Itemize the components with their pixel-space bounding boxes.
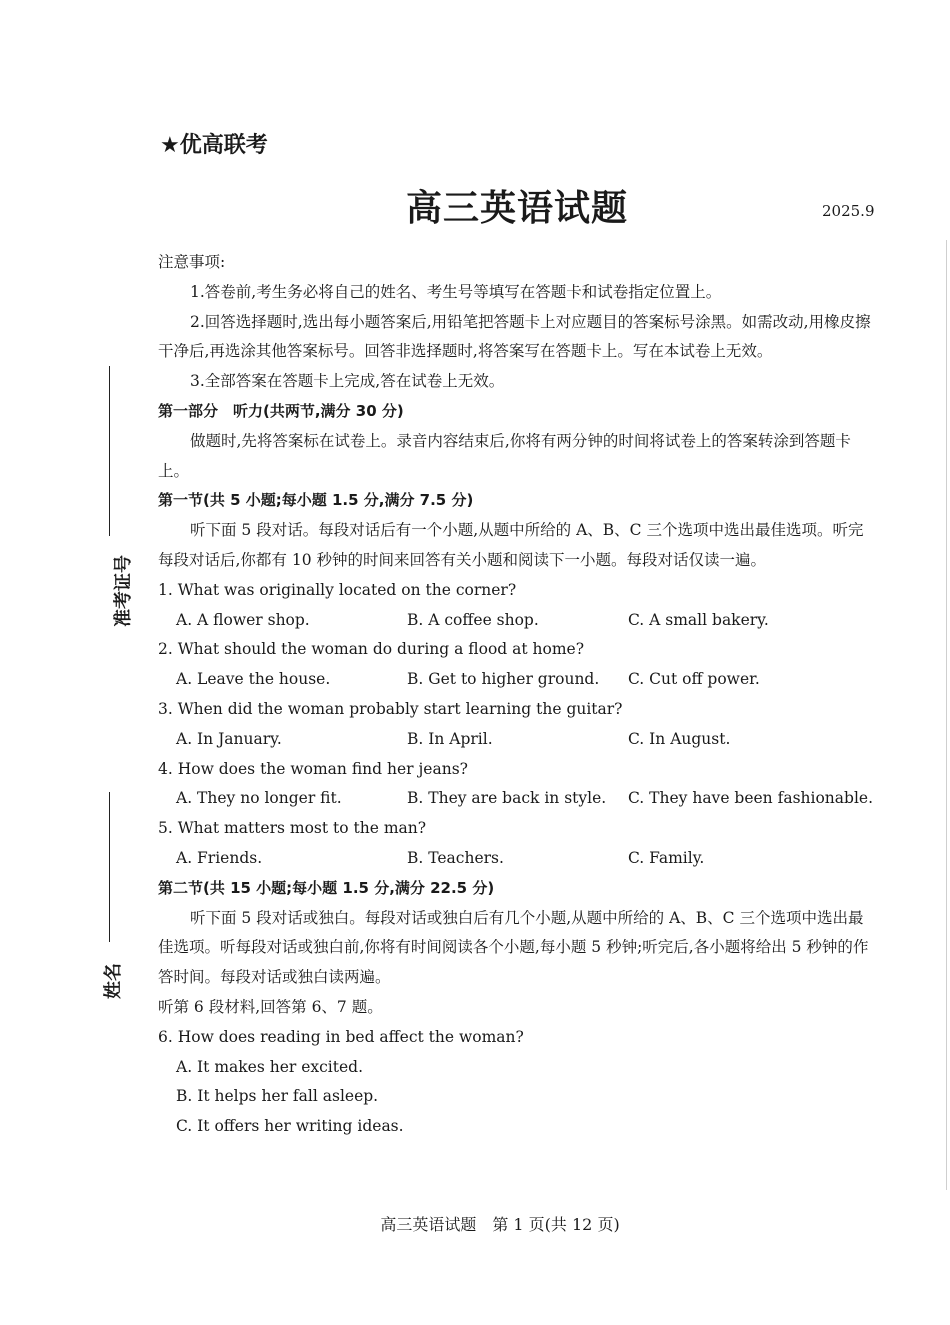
option-c: C. They have been fashionable. [628,789,874,808]
page-footer: 高三英语试题 第 1 页(共 12 页) [380,1215,620,1234]
option-b: B. Get to higher ground. [407,670,600,689]
part1-instruction: 做题时,先将答案标在试卷上。录音内容结束后,你将有两分钟的时间将试卷上的答案转涂到答题卡上。 [158,431,851,480]
option-a: A. Leave the house. [176,670,331,689]
option-a: A. A flower shop. [176,610,310,629]
question-stem: 5. What matters most to the man? [158,819,427,838]
option-c: C. It offers her writing ideas. [176,1117,404,1136]
option-c: C. In August. [628,729,731,748]
id-number-line [109,366,110,536]
name-label: 姓名 [103,963,124,999]
option-c: C. Cut off power. [628,670,760,689]
name-line [109,792,110,942]
option-a: A. It makes her excited. [176,1057,364,1076]
exam-content [158,248,878,1142]
question-options [158,844,878,874]
page-edge-rule [946,240,947,1190]
question-options [158,784,878,814]
option-a: A. Friends. [176,848,263,867]
question-stem: 3. When did the woman probably start learning the guitar? [158,699,623,718]
brand-label: ★优高联考 [160,133,268,158]
option-b: B. In April. [407,729,493,748]
option-c: C. Family. [628,848,705,867]
exam-date: 2025.9 [822,202,875,220]
option-b: B. They are back in style. [407,789,607,808]
id-number-label: 准考证号 [113,555,134,627]
option-b: B. Teachers. [407,848,504,867]
question-options [158,665,878,695]
section1-instruction: 听下面 5 段对话。每段对话后有一个小题,从题中所给的 A、B、C 三个选项中选出最佳选项。听完每段对话后,你都有 10 秒钟的时间来回答有关小题和阅读下一小题。每段对话仅读一遍。 [158,521,864,569]
question-stem: 2. What should the woman do during a flood at home? [158,640,585,659]
option-a: A. In January. [176,729,282,748]
part1-heading: 第一部分 听力(共两节,满分 30 分) [158,401,404,420]
option-b: B. A coffee shop. [407,610,539,629]
question-options [158,606,878,636]
section1-heading: 第一节(共 5 小题;每小题 1.5 分,满分 7.5 分) [158,491,474,510]
section2-instruction: 听下面 5 段对话或独白。每段对话或独白后有几个小题,从题中所给的 A、B、C 三个选项中选出最佳选项。听每段对话或独白前,你将有时间阅读各个小题,每小题 5 秒钟;听完后,各小题将给出 5 秒钟的作答时间。每段对话或独白读两遍。 [158,908,869,987]
material-instruction: 听第 6 段材料,回答第 6、7 题。 [158,997,383,1016]
option-b: B. It helps her fall asleep. [176,1087,379,1106]
question-stem: 1. What was originally located on the corner? [158,580,517,599]
notes-heading: 注意事项: [158,253,226,271]
section2-heading: 第二节(共 15 小题;每小题 1.5 分,满分 22.5 分) [158,878,495,897]
question-stem: 6. How does reading in bed affect the woman? [158,1027,524,1046]
option-c: C. A small bakery. [628,610,769,629]
notes-item: 3.全部答案在答题卡上完成,答在试卷上无效。 [190,372,505,391]
notes-item: 2.回答选择题时,选出每小题答案后,用铅笔把答题卡上对应题目的答案标号涂黑。如需改动,用橡皮擦干净后,再选涂其他答案标号。回答非选择题时,将答案写在答题卡上。写在本试卷上无效。 [158,312,871,361]
question-stem: 4. How does the woman find her jeans? [158,759,468,778]
question-options [158,725,878,755]
option-a: A. They no longer fit. [176,789,342,808]
page-title: 高三英语试题 [405,187,628,229]
notes-item: 1.答卷前,考生务必将自己的姓名、考生号等填写在答题卡和试卷指定位置上。 [190,282,722,301]
